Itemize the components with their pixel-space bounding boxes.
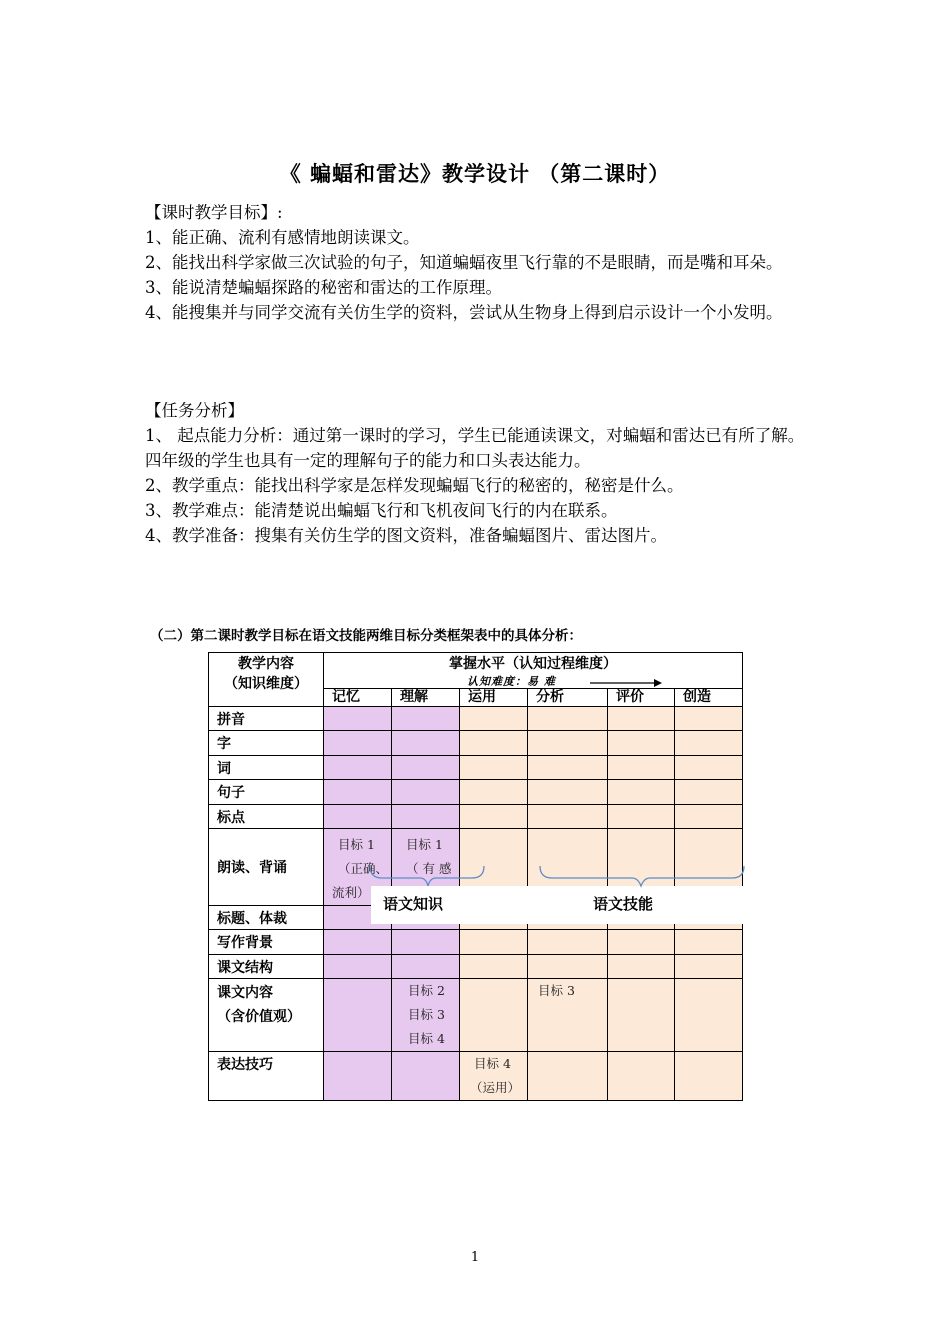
cell	[392, 805, 460, 829]
note-line: 目标 3	[408, 1007, 445, 1022]
analysis-item: 2、教学重点：能找出科学家是怎样发现蝙蝠飞行的秘密的，秘密是什么。	[145, 476, 684, 495]
cell	[392, 731, 460, 756]
note-line: （正确、	[338, 861, 389, 876]
analysis-section	[145, 398, 810, 548]
row-label: 朗读、背诵	[209, 829, 324, 906]
cell	[675, 707, 743, 731]
cell	[324, 955, 392, 979]
corner-header-line1: 教学内容	[238, 656, 294, 672]
cell	[324, 756, 392, 780]
cell	[528, 930, 608, 955]
cell	[608, 805, 675, 829]
cell	[528, 731, 608, 756]
cell	[608, 707, 675, 731]
cell	[608, 1052, 675, 1101]
knowledge-brace-icon	[368, 864, 488, 890]
cell	[392, 930, 460, 955]
cell	[460, 731, 528, 756]
cell	[460, 930, 528, 955]
row-label-content	[209, 979, 324, 1052]
skill-brace-icon	[536, 864, 750, 890]
note-line: 目标 2	[408, 983, 445, 998]
cell	[528, 805, 608, 829]
row-label: 标题、体裁	[209, 906, 324, 930]
table-subtitle: （二）第二课时教学目标在语文技能两维目标分类框架表中的具体分析：	[150, 628, 582, 644]
cell	[324, 780, 392, 805]
analysis-item: 3、教学难点：能清楚说出蝙蝠飞行和飞机夜间飞行的内在联系。	[145, 501, 618, 520]
cell	[460, 780, 528, 805]
cell	[392, 756, 460, 780]
row-label: 表达技巧	[209, 1052, 324, 1101]
row-label: 课文结构	[209, 955, 324, 979]
note-line: 目标 1	[406, 837, 443, 852]
row-label: 词	[209, 756, 324, 780]
cell	[324, 930, 392, 955]
row-label: 句子	[209, 780, 324, 805]
cell	[460, 707, 528, 731]
cell	[608, 955, 675, 979]
document-title: 《 蝙蝠和雷达》教学设计 （第二课时）	[279, 162, 671, 186]
cell	[675, 756, 743, 780]
cell	[608, 731, 675, 756]
objectives-heading: 【课时教学目标】:	[145, 203, 283, 222]
cell	[324, 805, 392, 829]
cell	[324, 1052, 392, 1101]
analysis-item: 4、教学准备：搜集有关仿生学的图文资料，准备蝙蝠图片、雷达图片。	[145, 526, 667, 545]
cell	[324, 707, 392, 731]
note-line: 流利）	[332, 885, 370, 900]
page-number: 1	[470, 1250, 480, 1265]
level-understand: 理解	[392, 689, 460, 707]
cell-skill-apply	[460, 1052, 528, 1101]
level-create: 创造	[675, 689, 743, 707]
note-line: 目标 3	[538, 983, 575, 998]
row-label: 拼音	[209, 707, 324, 731]
cell	[460, 805, 528, 829]
difficulty-arrow-icon	[590, 678, 662, 688]
cell	[460, 955, 528, 979]
cell	[675, 955, 743, 979]
cell	[528, 780, 608, 805]
cell	[392, 955, 460, 979]
cell	[460, 979, 528, 1052]
note-block	[460, 1052, 527, 1100]
cell	[528, 1052, 608, 1101]
objective-item: 1、能正确、流利有感情地朗读课文。	[145, 228, 420, 247]
cell	[528, 756, 608, 780]
cell-content-analyze	[528, 979, 608, 1052]
note-line: 目标 4	[408, 1031, 445, 1046]
cell	[392, 707, 460, 731]
cell	[392, 780, 460, 805]
level-apply: 运用	[460, 689, 528, 707]
corner-header	[209, 653, 324, 707]
skill-label: 语文技能	[593, 895, 654, 913]
note-block	[528, 979, 607, 1003]
corner-header-line2: （知识维度）	[224, 676, 308, 692]
note-line: （ 有 感	[406, 861, 452, 876]
objective-item: 2、能找出科学家做三次试验的句子，知道蝙蝠夜里飞行靠的不是眼睛，而是嘴和耳朵。	[145, 253, 783, 272]
cell	[675, 1052, 743, 1101]
note-line: 目标 4	[474, 1056, 511, 1071]
row-label-line: （含价值观）	[217, 1009, 301, 1025]
row-label: 字	[209, 731, 324, 756]
cognitive-difficulty-note: 认知难度：易 难	[467, 675, 556, 688]
knowledge-label: 语文知识	[383, 895, 444, 913]
cell	[675, 979, 743, 1052]
cell	[608, 756, 675, 780]
cell	[528, 707, 608, 731]
level-evaluate: 评价	[608, 689, 675, 707]
cell	[392, 1052, 460, 1101]
row-label: 标点	[209, 805, 324, 829]
cell	[675, 805, 743, 829]
level-memory: 记忆	[324, 689, 392, 707]
cell	[675, 731, 743, 756]
note-block	[392, 979, 459, 1051]
cell	[324, 979, 392, 1052]
analysis-heading: 【任务分析】	[145, 401, 244, 420]
cell-content-understand	[392, 979, 460, 1052]
objective-item: 4、能搜集并与同学交流有关仿生学的资料，尝试从生物身上得到启示设计一个小发明。	[145, 303, 783, 322]
cell	[460, 756, 528, 780]
objective-item: 3、能说清楚蝙蝠探路的秘密和雷达的工作原理。	[145, 278, 502, 297]
cell	[528, 955, 608, 979]
note-line: 目标 1	[338, 837, 375, 852]
cell	[675, 930, 743, 955]
cell	[675, 780, 743, 805]
cell	[608, 780, 675, 805]
row-label: 写作背景	[209, 930, 324, 955]
objectives-section	[145, 200, 810, 325]
cell	[608, 930, 675, 955]
cell	[608, 979, 675, 1052]
row-label-line: 课文内容	[217, 985, 273, 1001]
cell	[324, 731, 392, 756]
note-line: （运用）	[470, 1080, 521, 1095]
level-analyze: 分析	[528, 689, 608, 707]
level-header-text: 掌握水平（认知过程维度）	[449, 656, 617, 672]
analysis-item	[145, 423, 810, 473]
analysis-item-text: 1、 起点能力分析：通过第一课时的学习，学生已能通读课文，对蝙蝠和雷达已有所了解。四年级的学生也具有一定的理解句子的能力和口头表达能力。	[145, 426, 805, 470]
